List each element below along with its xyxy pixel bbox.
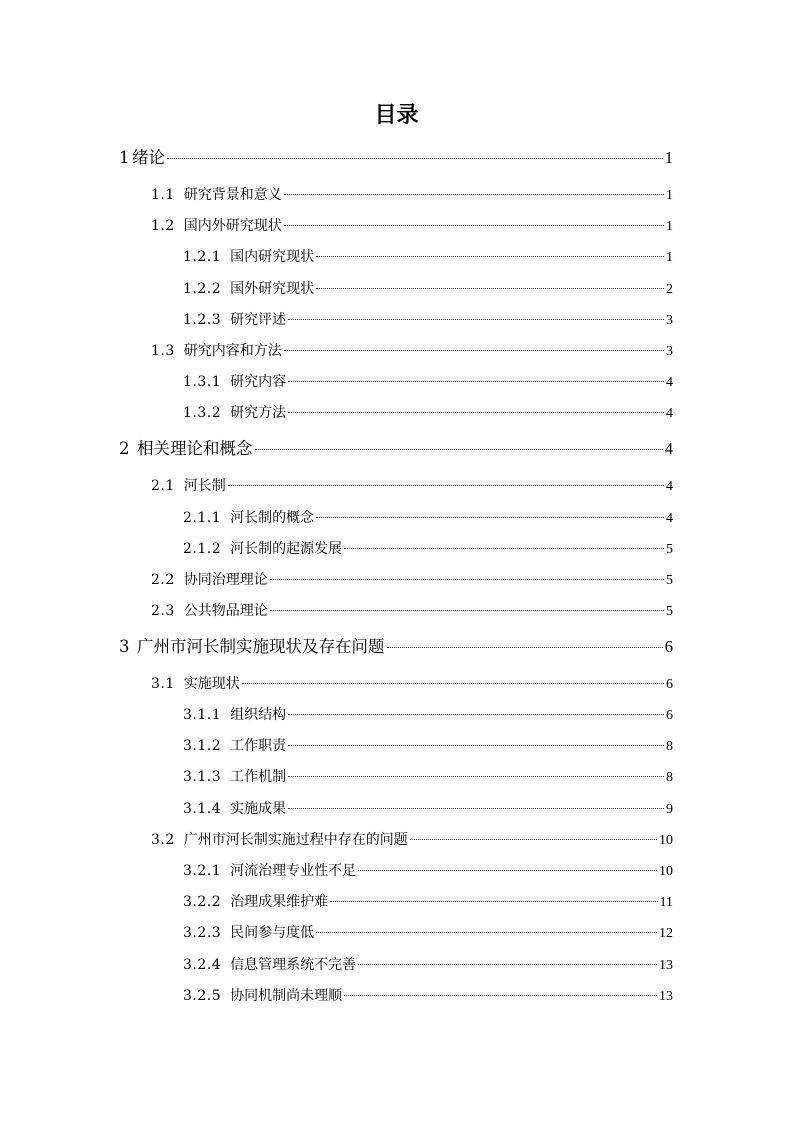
- toc-entry-label: 民间参与度低: [230, 925, 315, 941]
- toc-entry-3-1-3[interactable]: [183, 765, 673, 789]
- dot-leader: [288, 745, 664, 746]
- toc-entry-number: 3.2.1: [183, 863, 222, 879]
- dot-leader: [228, 485, 664, 486]
- toc-entry-number: 3.2.4: [183, 957, 222, 973]
- toc-entry-1-1[interactable]: [151, 183, 673, 207]
- toc-entry-number: 2.1.1: [183, 510, 222, 526]
- toc-entry-3-2-1[interactable]: [183, 859, 673, 883]
- toc-entry-page: 1: [666, 188, 673, 203]
- toc-entry-number: 1.1: [151, 187, 175, 203]
- toc-entry-label: 实施现状: [183, 676, 240, 692]
- toc-entry-label: 研究内容和方法: [183, 343, 282, 359]
- toc-entry-page: 5: [666, 604, 673, 619]
- toc-entry-page: 13: [659, 989, 673, 1004]
- toc-entry-page: 8: [666, 739, 673, 754]
- toc-entry-number: 3.2: [151, 832, 175, 848]
- toc-entry-1-3-1[interactable]: [183, 370, 673, 394]
- toc-entry-page: 4: [666, 511, 673, 526]
- toc-entry-3-2-2[interactable]: [183, 890, 673, 914]
- toc-entry-number: 3.2.2: [183, 894, 222, 910]
- toc-entry-number: 1.2.3: [183, 312, 222, 328]
- toc-entry-2-1-1[interactable]: [183, 506, 673, 530]
- toc-entry-3-2-4[interactable]: [183, 953, 673, 977]
- toc-entry-number: 1: [119, 148, 130, 167]
- dot-leader: [284, 194, 664, 195]
- toc-entry-label: 河长制: [183, 478, 226, 494]
- toc-entry-page: 5: [666, 542, 673, 557]
- toc-entry-page: 9: [666, 802, 673, 817]
- toc-entry-label: 协同机制尚未理顺: [230, 988, 343, 1004]
- toc-entry-label: 河流治理专业性不足: [230, 863, 357, 879]
- dot-leader: [358, 964, 657, 965]
- toc-entry-label: 研究评述: [230, 312, 287, 328]
- toc-entry-label: 国外研究现状: [230, 281, 315, 297]
- toc-entry-3-2-5[interactable]: [183, 984, 673, 1008]
- dot-leader: [288, 808, 664, 809]
- toc-entry-number: 3: [119, 637, 130, 656]
- toc-entry-label: 国内外研究现状: [183, 218, 282, 234]
- toc-entry-number: 1.3.1: [183, 374, 222, 390]
- toc-entry-number: 1.2.1: [183, 249, 222, 265]
- dot-leader: [288, 714, 664, 715]
- dot-leader: [167, 158, 663, 159]
- dot-leader: [288, 412, 664, 413]
- toc-entry-number: 2: [119, 439, 130, 458]
- toc-entry-1-2-3[interactable]: [183, 308, 673, 332]
- toc-entry-page: 10: [659, 864, 673, 879]
- toc-entry-page: 10: [659, 833, 673, 848]
- dot-leader: [316, 517, 664, 518]
- toc-entry-label: 实施成果: [230, 801, 287, 817]
- toc-entry-1-2[interactable]: [151, 214, 673, 238]
- dot-leader: [255, 449, 663, 450]
- toc-title: 目录: [374, 103, 419, 128]
- dot-leader: [316, 256, 664, 257]
- dot-leader: [344, 995, 657, 996]
- toc-entry-number: 3.1.3: [183, 769, 222, 785]
- toc-entry-number: 1.2.2: [183, 281, 222, 297]
- toc-entry-3[interactable]: [119, 635, 673, 659]
- toc-entry-3-2-3[interactable]: [183, 921, 673, 945]
- toc-entry-label: 绪论: [132, 148, 165, 167]
- dot-leader: [284, 225, 664, 226]
- toc-entry-3-1-2[interactable]: [183, 734, 673, 758]
- toc-entry-label: 河长制的概念: [230, 510, 315, 526]
- toc-entry-number: 2.2: [151, 572, 175, 588]
- toc-entry-2-2[interactable]: [151, 568, 673, 592]
- toc-entry-1-3-2[interactable]: [183, 401, 673, 425]
- toc-entry-number: 1.2: [151, 218, 175, 234]
- toc-entry-label: 研究内容: [230, 374, 287, 390]
- toc-entry-page: 4: [666, 479, 673, 494]
- dot-leader: [387, 647, 663, 648]
- toc-entry-page: 11: [659, 895, 673, 910]
- toc-entry-2-1-2[interactable]: [183, 537, 673, 561]
- toc-entry-number: 3.1: [151, 676, 175, 692]
- toc-entry-label: 组织结构: [230, 707, 287, 723]
- toc-entry-page: 1: [666, 219, 673, 234]
- dot-leader: [344, 548, 664, 549]
- toc-entry-page: 8: [666, 770, 673, 785]
- toc-entry-2[interactable]: [119, 437, 673, 461]
- toc-entry-number: 1.3.2: [183, 405, 222, 421]
- toc-entry-number: 2.1: [151, 478, 175, 494]
- toc-entry-page: 3: [666, 313, 673, 328]
- toc-entry-label: 治理成果维护难: [230, 894, 329, 910]
- toc-entry-page: 4: [664, 439, 673, 458]
- toc-entry-label: 相关理论和概念: [137, 439, 253, 458]
- toc-entry-page: 3: [666, 344, 673, 359]
- dot-leader: [330, 901, 657, 902]
- dot-leader: [284, 350, 664, 351]
- toc-entry-page: 13: [659, 958, 673, 973]
- toc-entry-page: 12: [659, 926, 673, 941]
- toc-entry-label: 研究背景和意义: [183, 187, 282, 203]
- toc-entry-3-1-4[interactable]: [183, 797, 673, 821]
- toc-entry-page: 2: [666, 282, 673, 297]
- dot-leader: [288, 776, 664, 777]
- toc-entry-number: 2.1.2: [183, 541, 222, 557]
- toc-entry-3-1[interactable]: [151, 672, 673, 696]
- toc-entry-1-2-1[interactable]: [183, 245, 673, 269]
- toc-entry-label: 公共物品理论: [183, 603, 268, 619]
- toc-entry-3-2[interactable]: [151, 828, 673, 852]
- dot-leader: [288, 319, 664, 320]
- toc-entry-label: 河长制的起源发展: [230, 541, 343, 557]
- toc-entry-number: 3.1.1: [183, 707, 222, 723]
- toc-entry-label: 工作机制: [230, 769, 287, 785]
- toc-entry-page: 5: [666, 573, 673, 588]
- toc-entry-page: 4: [666, 375, 673, 390]
- toc-entry-label: 信息管理系统不完善: [230, 957, 357, 973]
- toc-entry-number: 3.2.3: [183, 925, 222, 941]
- toc-entry-2-1[interactable]: [151, 474, 673, 498]
- dot-leader: [316, 288, 664, 289]
- dot-leader: [288, 381, 664, 382]
- toc-entry-number: 3.1.4: [183, 801, 222, 817]
- dot-leader: [410, 839, 657, 840]
- dot-leader: [242, 683, 664, 684]
- toc-entry-page: 4: [666, 406, 673, 421]
- dot-leader: [316, 932, 657, 933]
- toc-entry-label: 广州市河长制实施现状及存在问题: [137, 637, 385, 656]
- toc-entry-label: 工作职责: [230, 738, 287, 754]
- toc-entry-page: 1: [666, 250, 673, 265]
- toc-entry-page: 6: [666, 708, 673, 723]
- toc-entry-page: 6: [666, 677, 673, 692]
- toc-entry-number: 3.2.5: [183, 988, 222, 1004]
- toc-entry-label: 广州市河长制实施过程中存在的问题: [183, 832, 408, 848]
- toc-entry-page: 6: [664, 637, 673, 656]
- toc-entry-2-3[interactable]: [151, 599, 673, 623]
- toc-entry-label: 国内研究现状: [230, 249, 315, 265]
- toc-entry-number: 2.3: [151, 603, 175, 619]
- dot-leader: [270, 610, 664, 611]
- toc-entry-number: 1.3: [151, 343, 175, 359]
- dot-leader: [358, 870, 657, 871]
- toc-entry-3-1-1[interactable]: [183, 703, 673, 727]
- toc-entry-label: 协同治理理论: [183, 572, 268, 588]
- toc-entry-1[interactable]: [119, 146, 673, 170]
- dot-leader: [270, 579, 664, 580]
- toc-entry-1-2-2[interactable]: [183, 277, 673, 301]
- toc-entry-number: 3.1.2: [183, 738, 222, 754]
- toc-entry-page: 1: [664, 148, 673, 167]
- toc-entry-1-3[interactable]: [151, 339, 673, 363]
- toc-entry-label: 研究方法: [230, 405, 287, 421]
